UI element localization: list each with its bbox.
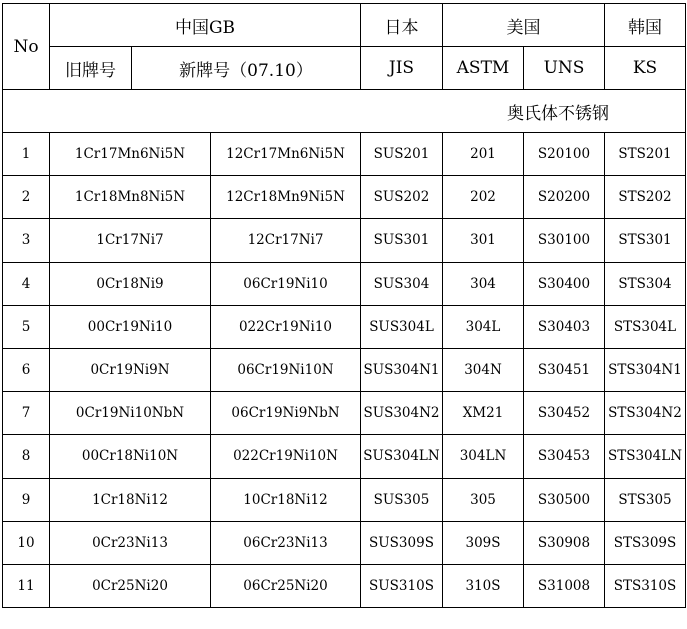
cell-ks: STS304LN bbox=[605, 435, 686, 478]
steel-grade-table bbox=[2, 3, 686, 608]
cell-astm: 301 bbox=[443, 219, 524, 262]
cell-new-grade: 06Cr19Ni9NbN bbox=[211, 392, 361, 435]
table-row bbox=[3, 305, 686, 348]
cell-ks: STS304 bbox=[605, 262, 686, 305]
cell-new-grade: 12Cr17Mn6Ni5N bbox=[211, 133, 361, 176]
cell-no: 3 bbox=[3, 219, 50, 262]
steel-grade-table-page bbox=[2, 3, 685, 627]
header-usa: 美国 bbox=[443, 4, 605, 47]
table-row bbox=[3, 392, 686, 435]
cell-old-grade: 1Cr17Mn6Ni5N bbox=[50, 133, 211, 176]
cell-no: 1 bbox=[3, 133, 50, 176]
cell-new-grade: 06Cr23Ni13 bbox=[211, 521, 361, 564]
header-korea: 韩国 bbox=[605, 4, 686, 47]
header-japan: 日本 bbox=[361, 4, 443, 47]
cell-uns: S30500 bbox=[524, 478, 605, 521]
cell-old-grade: 0Cr19Ni10NbN bbox=[50, 392, 211, 435]
cell-old-grade: 00Cr18Ni10N bbox=[50, 435, 211, 478]
cell-no: 5 bbox=[3, 305, 50, 348]
cell-jis: SUS304N2 bbox=[361, 392, 443, 435]
cell-jis: SUS304LN bbox=[361, 435, 443, 478]
cell-no: 10 bbox=[3, 521, 50, 564]
cell-astm: 304L bbox=[443, 305, 524, 348]
header-row-1 bbox=[3, 4, 686, 47]
cell-astm: 201 bbox=[443, 133, 524, 176]
cell-old-grade: 1Cr18Ni12 bbox=[50, 478, 211, 521]
cell-jis: SUS310S bbox=[361, 564, 443, 607]
table-row bbox=[3, 219, 686, 262]
cell-no: 8 bbox=[3, 435, 50, 478]
cell-uns: S30400 bbox=[524, 262, 605, 305]
cell-astm: 304N bbox=[443, 348, 524, 391]
cell-uns: S20200 bbox=[524, 176, 605, 219]
cell-old-grade: 1Cr18Mn8Ni5N bbox=[50, 176, 211, 219]
cell-uns: S30403 bbox=[524, 305, 605, 348]
cell-no: 2 bbox=[3, 176, 50, 219]
cell-new-grade: 12Cr17Ni7 bbox=[211, 219, 361, 262]
cell-ks: STS309S bbox=[605, 521, 686, 564]
cell-jis: SUS309S bbox=[361, 521, 443, 564]
table-row bbox=[3, 435, 686, 478]
section-row bbox=[3, 90, 686, 133]
cell-new-grade: 12Cr18Mn9Ni5N bbox=[211, 176, 361, 219]
cell-jis: SUS201 bbox=[361, 133, 443, 176]
cell-ks: STS304N1 bbox=[605, 348, 686, 391]
cell-new-grade: 06Cr19Ni10 bbox=[211, 262, 361, 305]
cell-uns: S30451 bbox=[524, 348, 605, 391]
cell-old-grade: 1Cr17Ni7 bbox=[50, 219, 211, 262]
cell-astm: 202 bbox=[443, 176, 524, 219]
cell-astm: 305 bbox=[443, 478, 524, 521]
table-row bbox=[3, 133, 686, 176]
cell-old-grade: 0Cr18Ni9 bbox=[50, 262, 211, 305]
table-row bbox=[3, 348, 686, 391]
cell-old-grade: 0Cr23Ni13 bbox=[50, 521, 211, 564]
cell-no: 4 bbox=[3, 262, 50, 305]
cell-jis: SUS202 bbox=[361, 176, 443, 219]
cell-old-grade: 0Cr19Ni9N bbox=[50, 348, 211, 391]
cell-jis: SUS304 bbox=[361, 262, 443, 305]
cell-uns: S30452 bbox=[524, 392, 605, 435]
cell-ks: STS201 bbox=[605, 133, 686, 176]
cell-astm: 304LN bbox=[443, 435, 524, 478]
cell-ks: STS310S bbox=[605, 564, 686, 607]
cell-ks: STS304N2 bbox=[605, 392, 686, 435]
cell-uns: S31008 bbox=[524, 564, 605, 607]
cell-jis: SUS305 bbox=[361, 478, 443, 521]
cell-no: 9 bbox=[3, 478, 50, 521]
cell-jis: SUS304N1 bbox=[361, 348, 443, 391]
cell-ks: STS202 bbox=[605, 176, 686, 219]
header-china-gb: 中国GB bbox=[50, 4, 361, 47]
cell-new-grade: 022Cr19Ni10 bbox=[211, 305, 361, 348]
header-uns: UNS bbox=[524, 47, 605, 90]
cell-astm: 310S bbox=[443, 564, 524, 607]
header-new-grade: 新牌号（07.10） bbox=[132, 47, 361, 90]
header-row-2 bbox=[3, 47, 686, 90]
cell-no: 7 bbox=[3, 392, 50, 435]
table-row bbox=[3, 478, 686, 521]
header-no: No bbox=[3, 4, 50, 90]
cell-uns: S30453 bbox=[524, 435, 605, 478]
table-row bbox=[3, 262, 686, 305]
cell-uns: S30100 bbox=[524, 219, 605, 262]
header-old-grade: 旧牌号 bbox=[50, 47, 132, 90]
cell-no: 6 bbox=[3, 348, 50, 391]
cell-jis: SUS304L bbox=[361, 305, 443, 348]
cell-uns: S20100 bbox=[524, 133, 605, 176]
cell-new-grade: 06Cr25Ni20 bbox=[211, 564, 361, 607]
table-row bbox=[3, 521, 686, 564]
cell-jis: SUS301 bbox=[361, 219, 443, 262]
cell-no: 11 bbox=[3, 564, 50, 607]
cell-old-grade: 00Cr19Ni10 bbox=[50, 305, 211, 348]
cell-new-grade: 022Cr19Ni10N bbox=[211, 435, 361, 478]
cell-ks: STS301 bbox=[605, 219, 686, 262]
header-jis: JIS bbox=[361, 47, 443, 90]
cell-astm: 309S bbox=[443, 521, 524, 564]
header-ks: KS bbox=[605, 47, 686, 90]
cell-old-grade: 0Cr25Ni20 bbox=[50, 564, 211, 607]
cell-new-grade: 10Cr18Ni12 bbox=[211, 478, 361, 521]
table-row bbox=[3, 176, 686, 219]
cell-uns: S30908 bbox=[524, 521, 605, 564]
cell-ks: STS304L bbox=[605, 305, 686, 348]
section-title: 奥氏体不锈钢 bbox=[3, 90, 686, 133]
cell-astm: XM21 bbox=[443, 392, 524, 435]
header-astm: ASTM bbox=[443, 47, 524, 90]
table-row bbox=[3, 564, 686, 607]
cell-astm: 304 bbox=[443, 262, 524, 305]
cell-ks: STS305 bbox=[605, 478, 686, 521]
cell-new-grade: 06Cr19Ni10N bbox=[211, 348, 361, 391]
